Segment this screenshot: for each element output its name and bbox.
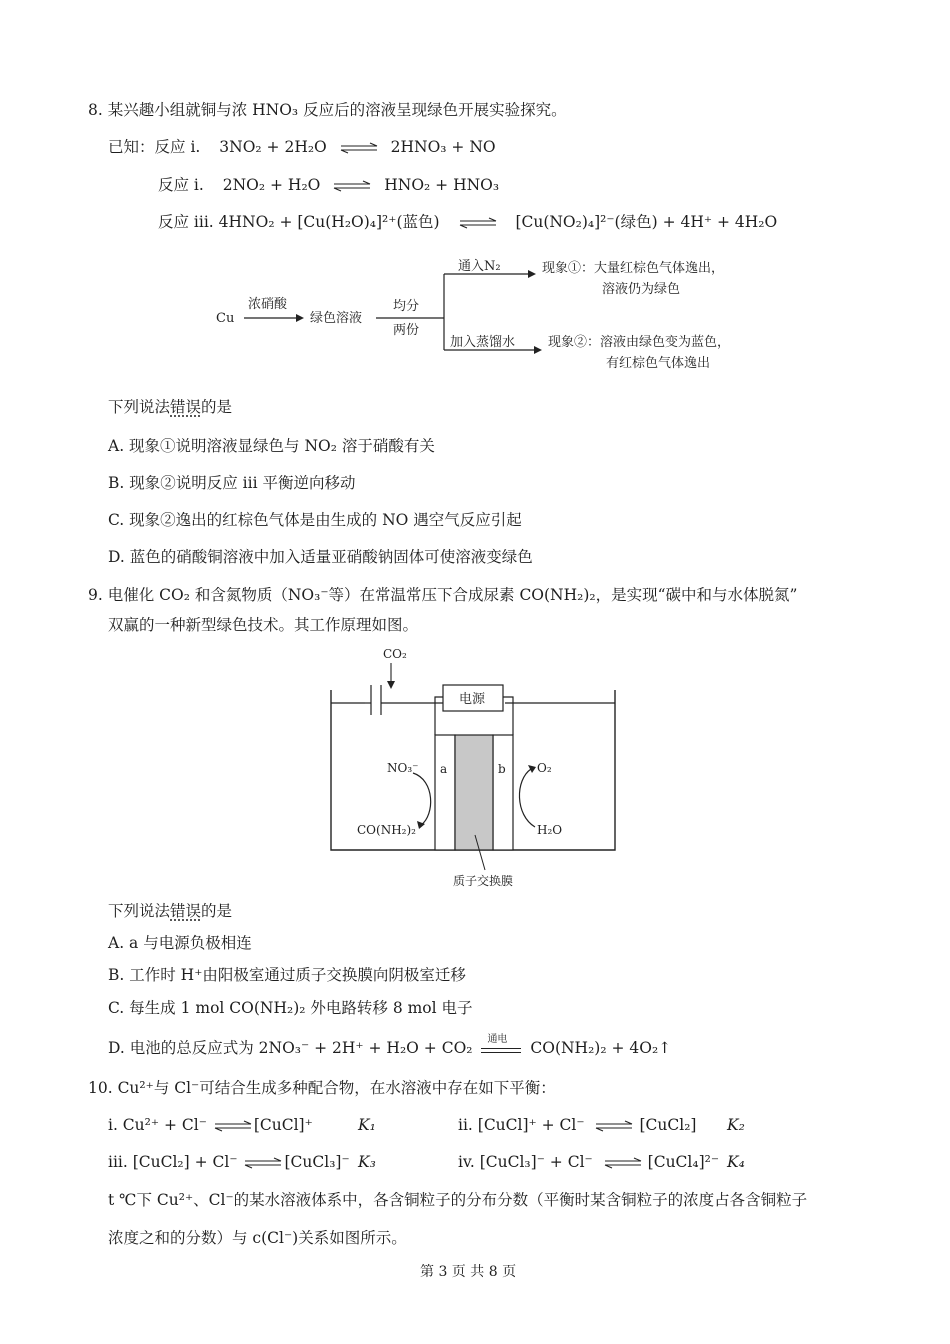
eq-left: ii. [CuCl]⁺ + Cl⁻ (458, 1116, 585, 1134)
electrolysis-condition (481, 1034, 521, 1059)
split-label-1: 均分 (393, 299, 420, 314)
option-d-left: D. 电池的总反应式为 2NO₃⁻ + 2H⁺ + H₂O + CO₂ (108, 1039, 473, 1057)
phenomenon-2-line-1: 现象②：溶液由绿色变为蓝色， (548, 335, 731, 350)
electrode-a-label: a (440, 762, 448, 776)
condition-label: 通电 (487, 1034, 508, 1045)
q10-eq-2 (458, 1115, 696, 1135)
equals-line-bottom (481, 1052, 521, 1053)
q9-electrolysis-diagram (325, 645, 625, 895)
prompt-emphasis: 错误 (170, 398, 202, 416)
nitrate-label: NO₃⁻ (387, 761, 419, 775)
q8-option-b: B. 现象②说明反应 iii 平衡逆向移动 (108, 474, 356, 492)
page-footer: 第 3 页 共 8 页 (420, 1264, 517, 1280)
phenomenon-1-line-1: 现象①：大量红棕色气体逸出， (542, 261, 725, 276)
eq-left: i. Cu²⁺ + Cl⁻ (108, 1116, 207, 1134)
n2-label: 通入N₂ (458, 259, 501, 274)
water-label: 加入蒸馏水 (450, 335, 516, 350)
q10-stem: 10. Cu²⁺与 Cl⁻可结合生成多种配合物，在水溶液中存在如下平衡： (88, 1079, 556, 1097)
equilibrium-arrow-icon (214, 1120, 252, 1132)
prompt-text-end: 的是 (201, 902, 233, 920)
equilibrium-arrow-icon (333, 180, 371, 192)
electrode-b-label: b (498, 762, 506, 776)
arrowhead-icon (528, 270, 536, 278)
reaction-right: HNO₂ + HNO₃ (384, 176, 500, 194)
q10-k3: K₃ (358, 1153, 376, 1171)
phenomenon-1-line-2: 溶液仍为绿色 (602, 282, 681, 297)
eq-left: iii. [CuCl₂] + Cl⁻ (108, 1153, 238, 1171)
eq-right: [CuCl₃]⁻ (284, 1153, 350, 1171)
prompt-text: 下列说法 (108, 902, 171, 920)
reaction-right: [Cu(NO₂)₄]²⁻(绿色) + 4H⁺ + 4H₂O (515, 213, 778, 231)
equilibrium-arrow-icon (595, 1120, 633, 1132)
q8-option-c: C. 现象②逸出的红棕色气体是由生成的 NO 遇空气反应引起 (108, 511, 522, 529)
equals-line-top (481, 1048, 521, 1049)
electrode-b (493, 735, 513, 850)
equilibrium-arrow-icon (604, 1157, 642, 1169)
q10-k2: K₂ (727, 1116, 745, 1134)
arrowhead-icon (387, 681, 395, 689)
q9-option-b: B. 工作时 H⁺由阳极室通过质子交换膜向阴极室迁移 (108, 966, 466, 984)
reaction-right: 2HNO₃ + NO (390, 138, 496, 156)
prompt-emphasis: 错误 (170, 902, 202, 920)
option-d-right: CO(NH₂)₂ + 4O₂↑ (530, 1039, 672, 1057)
reaction-left: 2NO₂ + H₂O (222, 176, 321, 194)
right-curve-arrow (519, 769, 535, 827)
prompt-text: 下列说法 (108, 398, 171, 416)
acid-label: 浓硝酸 (248, 297, 288, 312)
reaction-left: 3NO₂ + 2H₂O (219, 138, 327, 156)
reaction-label: 反应 i. (154, 138, 201, 156)
known-label: 已知： (108, 138, 155, 156)
co2-label: CO₂ (383, 647, 407, 661)
phenomenon-2-line-2: 有红棕色气体逸出 (606, 356, 711, 371)
q10-desc-line-1: t ℃下 Cu²⁺、Cl⁻的某水溶液体系中，各含铜粒子的分布分数（平衡时某含铜粒子的浓度占各含铜粒子 (108, 1191, 808, 1209)
membrane-label: 质子交换膜 (453, 874, 514, 888)
q9-option-a: A. a 与电源负极相连 (108, 934, 252, 952)
arrowhead-icon (296, 314, 304, 322)
q10-eq-4 (458, 1152, 719, 1172)
q8-reaction-2 (158, 175, 499, 195)
q9-stem-line-2: 双赢的一种新型绿色技术。其工作原理如图。 (108, 616, 419, 634)
arrowhead-icon (534, 346, 542, 354)
q10-k4: K₄ (727, 1153, 745, 1171)
eq-right: [CuCl₂] (639, 1116, 697, 1134)
q8-reaction-1 (108, 137, 496, 157)
q9-stem-line-1: 9. 电催化 CO₂ 和含氮物质（NO₃⁻等）在常温常压下合成尿素 CO(NH₂)₂，是实现“碳中和与水体脱氮” (88, 586, 798, 604)
prompt-text-end: 的是 (201, 398, 233, 416)
electrode-a (435, 735, 455, 850)
q9-option-d (108, 1034, 672, 1059)
urea-label: CO(NH₂)₂ (357, 823, 416, 837)
q8-flow-diagram (200, 250, 780, 380)
q8-prompt (108, 397, 232, 417)
power-label: 电源 (459, 692, 486, 707)
water-label: H₂O (537, 823, 563, 837)
left-curve-arrow (413, 773, 431, 825)
eq-left: iv. [CuCl₃]⁻ + Cl⁻ (458, 1153, 593, 1171)
equilibrium-arrow-icon (340, 142, 378, 154)
eq-right: [CuCl₄]²⁻ (647, 1153, 720, 1171)
q10-desc-line-2: 浓度之和的分数）与 c(Cl⁻)关系如图所示。 (108, 1229, 407, 1247)
split-label-2: 两份 (393, 323, 420, 338)
reaction-label: 反应 iii. (158, 213, 214, 231)
reaction-label: 反应 i. (158, 176, 204, 194)
equilibrium-arrow-icon (459, 217, 497, 229)
q9-option-c: C. 每生成 1 mol CO(NH₂)₂ 外电路转移 8 mol 电子 (108, 999, 473, 1017)
q8-reaction-3 (158, 212, 777, 232)
proton-exchange-membrane (455, 735, 493, 850)
q8-option-a: A. 现象①说明溶液显绿色与 NO₂ 溶于硝酸有关 (108, 437, 435, 455)
cu-label: Cu (216, 311, 235, 326)
eq-right: [CuCl]⁺ (253, 1116, 313, 1134)
q10-eq-3 (108, 1152, 350, 1172)
q9-prompt (108, 901, 232, 921)
q8-option-d: D. 蓝色的硝酸铜溶液中加入适量亚硝酸钠固体可使溶液变绿色 (108, 548, 533, 566)
oxygen-label: O₂ (537, 761, 552, 775)
arrowhead-icon (528, 765, 536, 773)
q10-eq-1 (108, 1115, 313, 1135)
q8-stem: 8. 某兴趣小组就铜与浓 HNO₃ 反应后的溶液呈现绿色开展实验探究。 (88, 101, 567, 119)
equilibrium-arrow-icon (244, 1157, 282, 1169)
green-solution-label: 绿色溶液 (310, 311, 363, 326)
q10-k1: K₁ (358, 1116, 376, 1134)
reaction-left: 4HNO₂ + [Cu(H₂O)₄]²⁺(蓝色) (218, 213, 440, 231)
